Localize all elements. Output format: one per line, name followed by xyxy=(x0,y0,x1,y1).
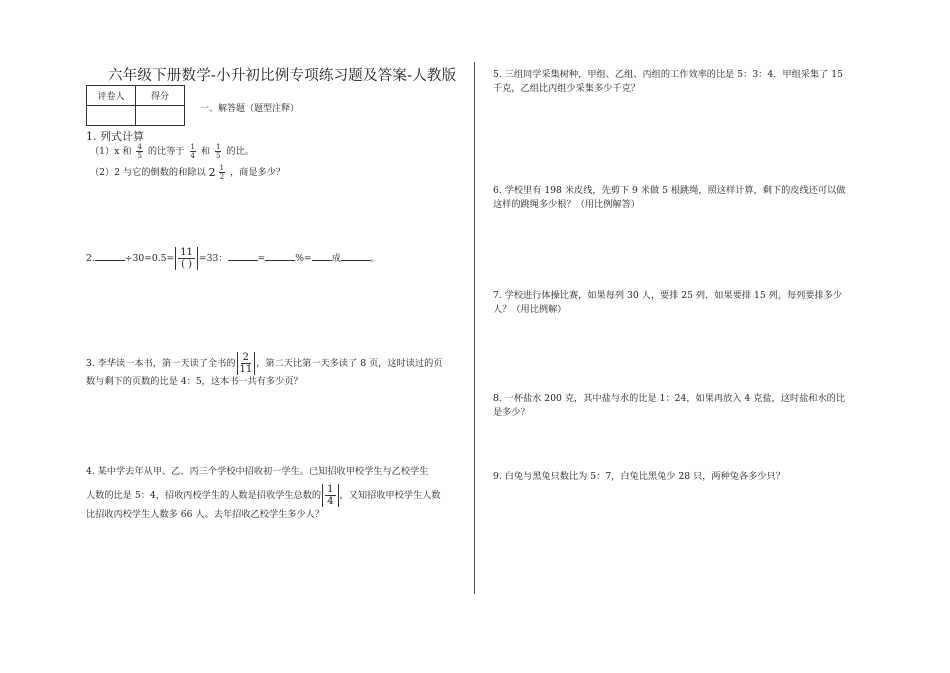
q3-text-a: 3. 李华读一本书，第一天读了全书的 xyxy=(86,358,236,369)
q2-text-4: %= xyxy=(295,253,312,264)
question-6-line-2: 这样的跳绳多少根？（用比例解答） xyxy=(493,199,640,210)
frac-den: 5 xyxy=(137,152,142,160)
q1-part1-text-a: （1）x 和 xyxy=(90,146,132,157)
question-4-line-2 xyxy=(86,484,441,507)
q4-text-a: 人数的比是 5：4，招收丙校学生的人数是招收学生总数的 xyxy=(86,490,322,501)
question-5-line-2: 千克，乙组比丙组少采集多少千克？ xyxy=(493,83,640,94)
score-header: 得分 xyxy=(136,86,185,106)
frac-den: 4 xyxy=(327,496,334,507)
answer-blank[interactable] xyxy=(228,252,258,261)
q4-text-b: ，又知招收甲校学生人数 xyxy=(339,490,441,501)
question-2 xyxy=(86,247,380,270)
question-4-line-3: 比招收丙校学生人数多 66 人。去年招收乙校学生多少人？ xyxy=(86,509,325,520)
question-7-line-1: 7. 学校进行体操比赛，如果每列 30 人，要排 25 列．如果要排 15 列，每列要排多少 xyxy=(493,290,843,301)
fraction xyxy=(190,143,196,160)
mixed-whole: 2 xyxy=(208,166,216,179)
q2-label: 2. xyxy=(86,253,95,264)
mixed-number xyxy=(209,164,227,181)
score-cell xyxy=(136,106,185,126)
q2-text-6: 。 xyxy=(370,253,381,264)
question-8-line-2: 是多少？ xyxy=(493,407,530,418)
q2-text-3: = xyxy=(257,253,266,264)
score-table xyxy=(86,85,185,126)
question-5-line-1: 5. 三组同学采集树种，甲组、乙组、丙组的工作效率的比是 5：3：4．甲组采集了 15 xyxy=(493,69,843,80)
answer-blank[interactable] xyxy=(341,252,371,261)
q1-part2-text-a: （2）2 与它的倒数的和除以 xyxy=(90,167,206,178)
q2-text-5: 成 xyxy=(331,253,341,264)
frac-den: 4 xyxy=(190,152,195,160)
q3-text-b: ，第二天比第一天多读了 8 页，这时读过的页 xyxy=(256,358,443,369)
question-1-label: 1. 列式计算 xyxy=(86,130,144,143)
q1-part2-text-b: ，商是多少？ xyxy=(230,167,286,178)
question-3-line-1 xyxy=(86,352,442,375)
question-9-line-1: 9. 白兔与黑兔只数比为 5：7，白兔比黑兔少 28 只，两种兔各多少只？ xyxy=(493,471,785,482)
frac-num: 1 xyxy=(327,484,334,495)
question-6-line-1: 6. 学校里有 198 米皮线，先剪下 9 米做 5 根跳绳，照这样计算，剩下的皮线还可以做 xyxy=(493,185,846,196)
frac-num: 11 xyxy=(180,247,193,258)
question-7-line-2: 人？（用比例解） xyxy=(493,304,567,315)
frac-num: 1 xyxy=(190,143,195,151)
question-3-line-2: 数与剩下的页数的比是 4：5，这本书一共有多少页？ xyxy=(86,376,303,387)
fraction xyxy=(219,164,225,181)
frac-den: 5 xyxy=(216,152,221,160)
column-divider xyxy=(474,62,475,594)
question-4-line-1: 4. 某中学去年从甲、乙、丙三个学校中招收初一学生。已知招收甲校学生与乙校学生 xyxy=(86,466,429,477)
answer-blank[interactable] xyxy=(95,252,125,261)
frac-num: 4 xyxy=(137,143,142,151)
frac-den: ( ) xyxy=(181,259,193,270)
frac-den: 2 xyxy=(219,173,225,181)
fraction xyxy=(175,247,198,270)
question-1-part-2 xyxy=(90,164,285,181)
q1-part1-text-b: 的比等于 xyxy=(147,146,185,157)
answer-blank[interactable] xyxy=(312,252,332,261)
fraction xyxy=(215,143,221,160)
question-8-line-1: 8. 一杯盐水 200 克，其中盐与水的比是 1：24，如果再放入 4 克盐，这时盐和水的比 xyxy=(493,393,846,404)
answer-blank[interactable] xyxy=(265,252,295,261)
frac-num: 2 xyxy=(242,352,250,363)
fraction xyxy=(136,143,142,160)
q2-text-2: =33： xyxy=(198,253,228,264)
frac-den: 11 xyxy=(239,364,253,375)
q1-part1-text-c: 和 xyxy=(200,146,211,157)
reviewer-header: 评卷人 xyxy=(87,86,136,106)
question-1-part-1 xyxy=(90,143,254,160)
q1-part1-text-d: 的比。 xyxy=(226,146,254,157)
frac-num: 1 xyxy=(219,164,225,172)
fraction xyxy=(237,352,256,375)
section-header: 一、解答题（题型注释） xyxy=(200,104,300,114)
reviewer-cell xyxy=(87,106,136,126)
frac-num: 1 xyxy=(216,143,221,151)
q2-text-1: ÷30=0.5= xyxy=(124,253,175,264)
page-title: 六年级下册数学-小升初比例专项练习题及答案-人教版 xyxy=(108,68,457,84)
fraction xyxy=(322,484,338,507)
